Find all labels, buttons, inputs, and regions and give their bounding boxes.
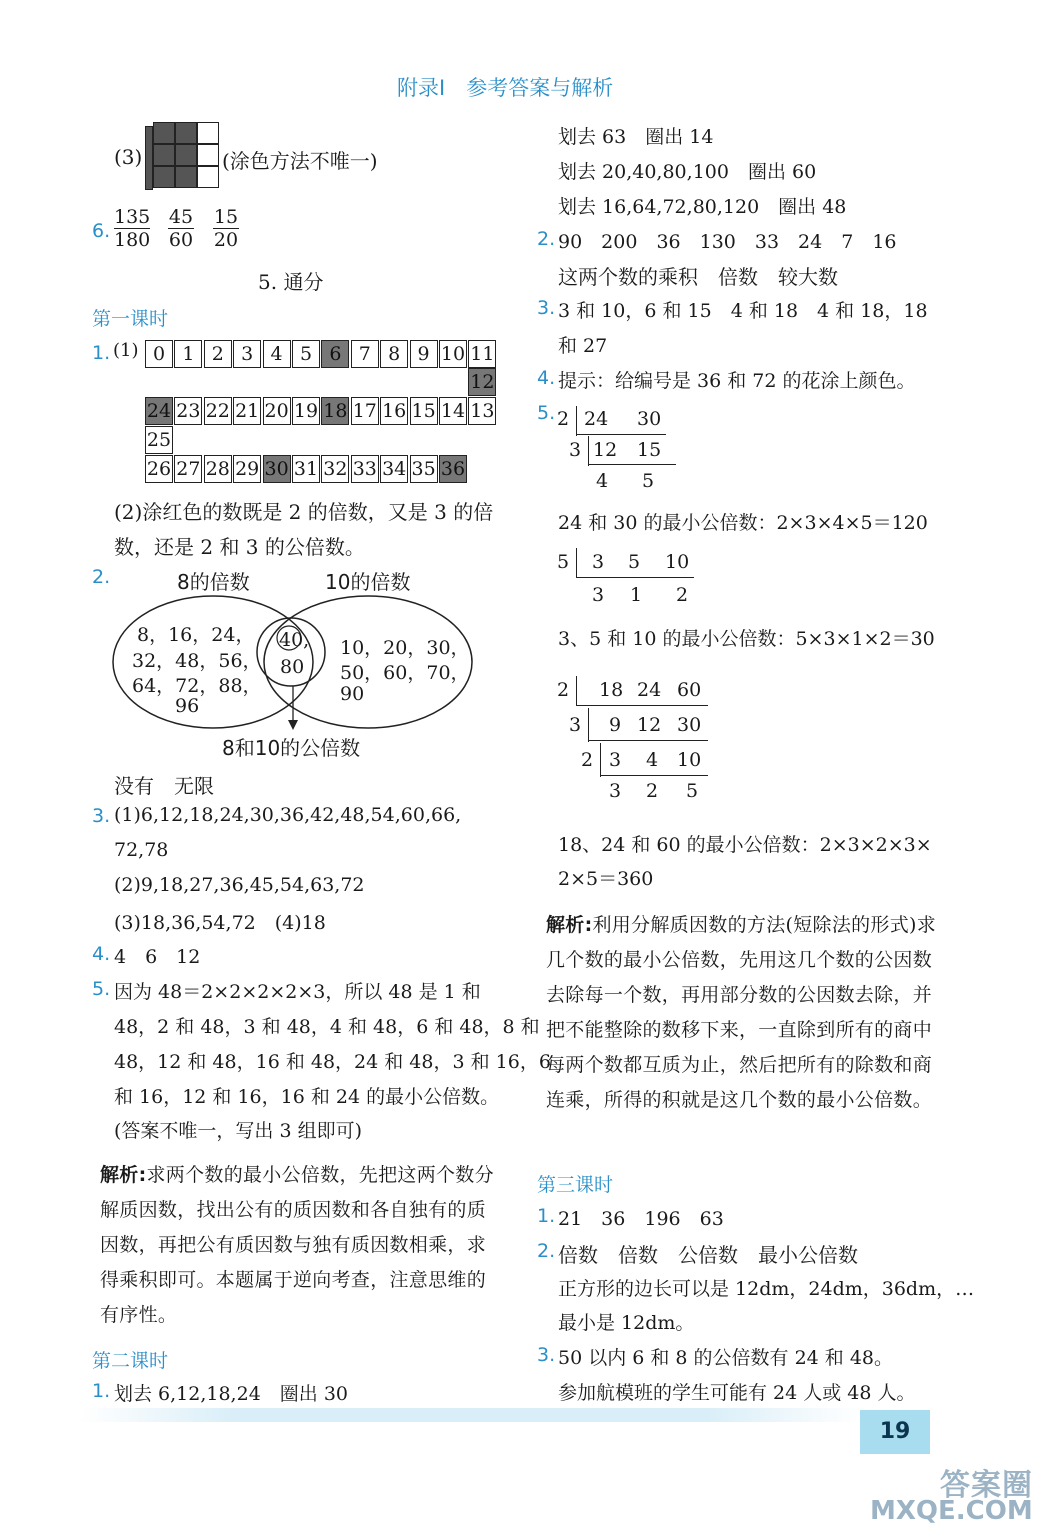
watermark-logo: 答案圈: [940, 1468, 1033, 1503]
venn-left-line4: 96: [175, 695, 200, 717]
fraction-2: [168, 206, 194, 251]
strip-cell: 22: [204, 397, 232, 425]
lcm-3-line1: 18、24 和 60 的最小公倍数：2×3×2×3×: [558, 834, 932, 856]
q6-number: 6.: [92, 220, 111, 242]
r-q2-line1: 90 200 36 130 33 24 7 16: [558, 231, 897, 253]
strip-cell: 32: [321, 455, 349, 483]
q2-answer: 没有 无限: [114, 774, 214, 798]
venn-bottom-label: 8和10的公倍数: [222, 736, 361, 760]
page-number: 19: [860, 1410, 930, 1454]
fraction-1: [114, 206, 150, 251]
venn-left-line3: 64，72，88，: [132, 675, 262, 697]
q1-part2-line2: 数，还是 2 和 3 的公倍数。: [114, 535, 365, 559]
strip-cell: 13: [468, 397, 496, 425]
l3-q1-text: 21 36 196 63: [558, 1208, 724, 1230]
q5-line3: 48，12 和 48，16 和 48，24 和 48，3 和 16，6: [114, 1051, 551, 1073]
venn-right-line3: 90: [340, 683, 365, 705]
strip-cell: 34: [380, 455, 408, 483]
strip-cell: 18: [321, 397, 349, 425]
right-line-2: 划去 20,40,80,100 圈出 60: [558, 161, 817, 183]
venn-mid-line1: 40,: [279, 629, 310, 651]
q2-number: 2.: [92, 566, 111, 588]
div1-value-c: 12: [593, 439, 618, 461]
div1-value-a: 24: [584, 408, 609, 430]
div2-divisor1: 5: [557, 551, 570, 573]
div3-bar-v1: [576, 676, 577, 706]
lesson2-q1-text: 划去 6,12,18,24 圈出 30: [114, 1383, 348, 1405]
r-q5-number: 5.: [537, 402, 556, 424]
div3-value-a: 18: [599, 679, 624, 701]
q3-number: 3.: [92, 805, 111, 827]
div3-value-e: 9: [609, 714, 622, 736]
venn-left-label: 8的倍数: [177, 570, 250, 594]
l3-q1-number: 1.: [537, 1205, 556, 1227]
item3-label: (3): [114, 145, 143, 169]
div3-divisor2: 3: [569, 714, 582, 736]
right-analysis: [546, 908, 941, 1118]
div3-bar-h2: [588, 740, 708, 741]
r-q4-number: 4.: [537, 367, 556, 389]
lesson-2-heading: 第二课时: [92, 1350, 169, 1372]
strip-cell: 5: [292, 340, 320, 368]
lcm-2: 3、5 和 10 的最小公倍数：5×3×1×2＝30: [558, 628, 935, 650]
strip-cell: 36: [439, 455, 467, 483]
r-q3-line2: 和 27: [558, 335, 608, 357]
venn-right-line2: 50，60，70，: [340, 662, 470, 684]
l3-q2-line3: 最小是 12dm。: [558, 1312, 695, 1334]
venn-left-line1: 8，16，24，: [137, 624, 255, 646]
div3-divisor1: 2: [557, 679, 570, 701]
div3-bar-v3: [600, 743, 601, 777]
strip-cell: 6: [321, 340, 349, 368]
strip-cell: 21: [233, 397, 261, 425]
strip-cell: 11: [468, 340, 496, 368]
div3-value-j: 10: [677, 749, 702, 771]
strip-cell: 3: [233, 340, 261, 368]
div1-bar-v1: [576, 406, 577, 436]
q5-line2: 48，2 和 48，3 和 48，4 和 48，6 和 48，8 和: [114, 1016, 540, 1038]
venn-right-line1: 10，20，30，: [340, 637, 470, 659]
strip-cell: 30: [263, 455, 291, 483]
q3-line2: 72,78: [114, 839, 169, 861]
strip-cell: 28: [204, 455, 232, 483]
l3-q3-number: 3.: [537, 1344, 556, 1366]
q5-number: 5.: [92, 978, 111, 1000]
l3-q3-line1: 50 以内 6 和 8 的公倍数有 24 和 48。: [558, 1347, 894, 1369]
strip-cell: 9: [410, 340, 438, 368]
q5-line5: (答案不唯一，写出 3 组即可): [114, 1120, 362, 1142]
strip-cell: 31: [292, 455, 320, 483]
venn-mid-line2: 80: [280, 656, 305, 678]
div1-bar-h2: [588, 464, 676, 465]
strip-cell: 14: [439, 397, 467, 425]
div2-bar-h1: [576, 577, 694, 578]
q1-part1-label: (1): [113, 340, 139, 361]
r-q3-number: 3.: [537, 297, 556, 319]
strip-cell: 26: [145, 455, 173, 483]
strip-cell: 33: [351, 455, 379, 483]
lcm-1: 24 和 30 的最小公倍数：2×3×4×5＝120: [558, 512, 928, 534]
fraction-numerator: 135: [114, 206, 151, 228]
strip-cell: 16: [380, 397, 408, 425]
div1-value-f: 5: [642, 470, 655, 492]
venn-right-label: 10的倍数: [325, 570, 411, 594]
div3-value-k: 3: [609, 780, 622, 802]
section-title: 5. 通分: [258, 270, 324, 294]
r-q3-line1: 3 和 10，6 和 15 4 和 18 4 和 18，18: [558, 300, 928, 322]
div3-value-l: 2: [646, 780, 659, 802]
q4-text: 4 6 12: [114, 946, 201, 968]
div1-divisor2: 3: [569, 439, 582, 461]
analysis-label: 解析:: [546, 914, 593, 936]
strip-cell: 17: [351, 397, 379, 425]
q3-line3: (2)9,18,27,36,45,54,63,72: [114, 874, 365, 896]
lcm-3-line2: 2×5＝360: [558, 868, 654, 890]
lesson-3-heading: 第三课时: [537, 1174, 614, 1196]
l3-q2-number: 2.: [537, 1240, 556, 1262]
q3-line1: (1)6,12,18,24,30,36,42,48,54,60,66,: [114, 804, 462, 826]
q4-number: 4.: [92, 943, 111, 965]
fraction-denominator: 20: [213, 229, 239, 251]
analysis-text: 利用分解质因数的方法(短除法的形式)求几个数的最小公倍数，先用这几个数的公因数去除每一个数，再用部分数的公因数去除，并把不能整除的数移下来，一直除到所有的商中每两个数都互质为止，然后把所有的除数和商连乘，所得的积就是这几个数的最小公倍数。: [546, 914, 937, 1111]
strip-cell: 10: [439, 340, 467, 368]
div2-value-b: 5: [628, 551, 641, 573]
r-q2-number: 2.: [537, 228, 556, 250]
strip-cell: 2: [204, 340, 232, 368]
div2-value-a: 3: [592, 551, 605, 573]
q3-line4: (3)18,36,54,72 (4)18: [114, 912, 326, 934]
left-analysis: [100, 1158, 495, 1333]
div3-bar-v2: [588, 708, 589, 742]
div1-value-d: 15: [637, 439, 662, 461]
q5-line1: 因为 48＝2×2×2×2×3，所以 48 是 1 和: [114, 981, 481, 1003]
div3-value-f: 12: [637, 714, 662, 736]
strip-cell: 24: [145, 397, 173, 425]
r-q2-line2: 这两个数的乘积 倍数 较大数: [558, 265, 838, 289]
q5-line4: 和 16，12 和 16，16 和 24 的最小公倍数。: [114, 1086, 500, 1108]
strip-cell: 19: [292, 397, 320, 425]
l3-q3-line2: 参加航模班的学生可能有 24 人或 48 人。: [558, 1382, 916, 1404]
venn-arrow-head: [288, 720, 298, 730]
div3-value-b: 24: [637, 679, 662, 701]
strip-cell: 0: [145, 340, 173, 368]
watermark-url: MXQE.COM: [870, 1496, 1033, 1526]
strip-cell: 8: [380, 340, 408, 368]
div3-value-g: 30: [677, 714, 702, 736]
strip-cell: 29: [233, 455, 261, 483]
strip-cell: 23: [174, 397, 202, 425]
strip-cell: 4: [263, 340, 291, 368]
div3-value-i: 4: [646, 749, 659, 771]
strip-cell: 25: [145, 426, 173, 454]
fraction-denominator: 180: [114, 229, 151, 251]
div1-value-b: 30: [637, 408, 662, 430]
strip-cell: 15: [410, 397, 438, 425]
lesson2-q1-number: 1.: [92, 1380, 111, 1402]
strip-cell: 1: [174, 340, 202, 368]
analysis-label: 解析:: [100, 1164, 147, 1186]
l3-q2-line2: 正方形的边长可以是 12dm，24dm，36dm，…: [558, 1278, 975, 1300]
q1-part2-line1: (2)涂红色的数既是 2 的倍数，又是 3 的倍: [114, 500, 494, 524]
div1-bar-h1: [576, 434, 666, 435]
right-line-1: 划去 63 圈出 14: [558, 126, 714, 148]
cube-figure: [145, 118, 225, 193]
l3-q2-line1: 倍数 倍数 公倍数 最小公倍数: [558, 1243, 858, 1267]
div3-value-m: 5: [686, 780, 699, 802]
div1-divisor1: 2: [557, 408, 570, 430]
div2-value-c: 10: [665, 551, 690, 573]
div3-value-c: 60: [677, 679, 702, 701]
div3-divisor3: 2: [581, 749, 594, 771]
analysis-text: 求两个数的最小公倍数，先把这两个数分解质因数，找出公有的质因数和各自独有的质因数，再把公有质因数与独有质因数相乘，求得乘积即可。本题属于逆向考查，注意思维的有序性。: [100, 1164, 494, 1326]
div3-bar-h3: [600, 775, 708, 776]
div2-value-g: 2: [676, 584, 689, 606]
div1-value-e: 4: [596, 470, 609, 492]
div3-bar-h1: [576, 705, 708, 706]
div3-value-h: 3: [609, 749, 622, 771]
strip-cell: 27: [174, 455, 202, 483]
lesson-1-heading: 第一课时: [92, 308, 169, 330]
fraction-numerator: 45: [168, 206, 194, 228]
div2-value-f: 1: [630, 584, 643, 606]
right-line-3: 划去 16,64,72,80,120 圈出 48: [558, 196, 847, 218]
page-header-title: 附录Ⅰ 参考答案与解析: [397, 76, 614, 100]
div2-bar-v1: [576, 548, 577, 578]
strip-cell: 7: [351, 340, 379, 368]
q1-number: 1.: [92, 342, 111, 364]
div1-bar-v2: [588, 436, 589, 466]
strip-cell: 20: [263, 397, 291, 425]
venn-left-line2: 32，48，56，: [132, 650, 262, 672]
fraction-3: [213, 206, 239, 251]
fraction-numerator: 15: [213, 206, 239, 228]
fraction-denominator: 60: [168, 229, 194, 251]
r-q4-text: 提示：给编号是 36 和 72 的花涂上颜色。: [558, 370, 916, 392]
strip-cell: 35: [410, 455, 438, 483]
footer-bar: [80, 1408, 860, 1422]
strip-cell: 12: [468, 368, 496, 396]
item3-note: (涂色方法不唯一): [222, 149, 378, 173]
div2-value-e: 3: [592, 584, 605, 606]
